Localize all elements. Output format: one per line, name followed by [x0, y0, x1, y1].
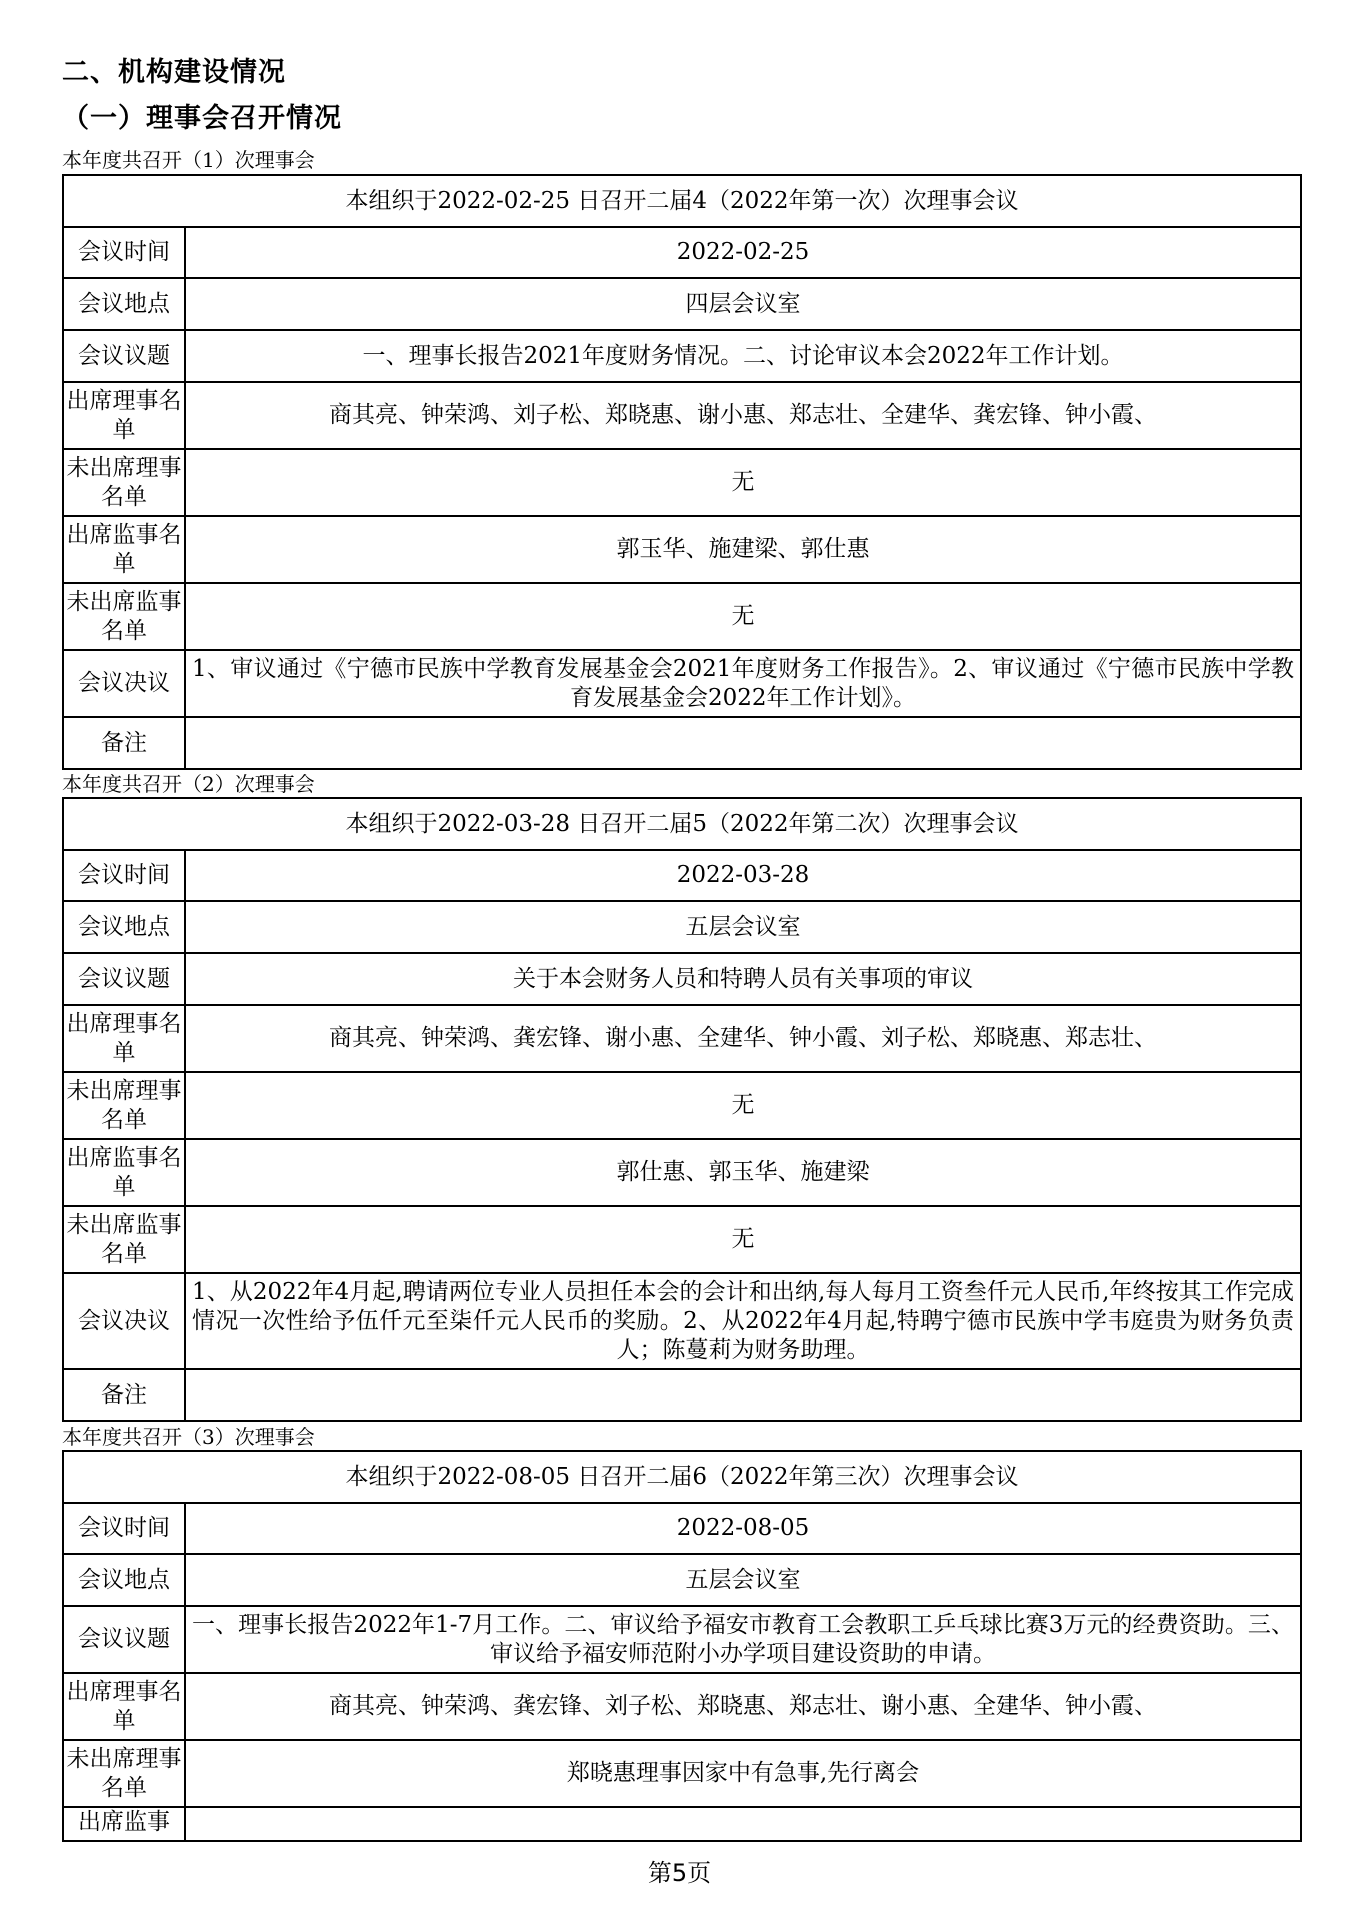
meeting-time: 2022-08-05 [185, 1503, 1301, 1554]
section-heading: 二、机构建设情况 [62, 57, 286, 88]
meeting-2-table [62, 797, 1302, 1422]
label-time: 会议时间 [63, 1503, 185, 1554]
label-remarks: 备注 [63, 717, 185, 769]
absent-directors: 郑晓惠理事因家中有急事,先行离会 [185, 1740, 1301, 1807]
label-resolution: 会议决议 [63, 650, 185, 717]
label-absent-directors: 未出席理事名单 [63, 1740, 185, 1807]
absent-directors: 无 [185, 449, 1301, 516]
meeting-topic: 一、理事长报告2022年1-7月工作。二、审议给予福安市教育工会教职工乒乓球比赛3万元的经费资助。三、审议给予福安师范附小办学项目建设资助的申请。 [185, 1606, 1301, 1673]
label-place: 会议地点 [63, 1554, 185, 1606]
label-absent-directors: 未出席理事名单 [63, 1072, 185, 1139]
label-absent-supervisors: 未出席监事名单 [63, 1206, 185, 1273]
present-supervisors: 郭玉华、施建梁、郭仕惠 [185, 516, 1301, 583]
label-topic: 会议议题 [63, 953, 185, 1005]
meeting-remarks [185, 717, 1301, 769]
present-directors: 商其亮、钟荣鸿、龚宏锋、谢小惠、全建华、钟小霞、刘子松、郑晓惠、郑志壮、 [185, 1005, 1301, 1072]
label-place: 会议地点 [63, 278, 185, 330]
meeting-title: 本组织于2022-03-28 日召开二届5（2022年第二次）次理事会议 [63, 798, 1301, 850]
label-present-supervisors: 出席监事名单 [63, 516, 185, 583]
label-time: 会议时间 [63, 227, 185, 278]
label-remarks: 备注 [63, 1369, 185, 1421]
meeting-topic: 关于本会财务人员和特聘人员有关事项的审议 [185, 953, 1301, 1005]
label-absent-directors: 未出席理事名单 [63, 449, 185, 516]
meeting-title: 本组织于2022-02-25 日召开二届4（2022年第一次）次理事会议 [63, 175, 1301, 227]
present-supervisors [185, 1807, 1301, 1841]
label-resolution: 会议决议 [63, 1273, 185, 1369]
absent-supervisors: 无 [185, 1206, 1301, 1273]
label-topic: 会议议题 [63, 1606, 185, 1673]
meeting-time: 2022-03-28 [185, 850, 1301, 901]
label-present-directors: 出席理事名单 [63, 1673, 185, 1740]
label-time: 会议时间 [63, 850, 185, 901]
absent-directors: 无 [185, 1072, 1301, 1139]
meeting-resolution: 1、审议通过《宁德市民族中学教育发展基金会2021年度财务工作报告》。2、审议通过《宁德市民族中学教育发展基金会2022年工作计划》。 [185, 650, 1301, 717]
label-present-directors: 出席理事名单 [63, 1005, 185, 1072]
label-present-supervisors: 出席监事名单 [63, 1139, 185, 1206]
absent-supervisors: 无 [185, 583, 1301, 650]
label-present-directors: 出席理事名单 [63, 382, 185, 449]
meeting-time: 2022-02-25 [185, 227, 1301, 278]
page-number: 第5页 [647, 1859, 712, 1887]
meeting-topic: 一、理事长报告2021年度财务情况。二、讨论审议本会2022年工作计划。 [185, 330, 1301, 382]
meeting-resolution: 1、从2022年4月起,聘请两位专业人员担任本会的会计和出纳,每人每月工资叁仟元人民币,年终按其工作完成情况一次性给予伍仟元至柒仟元人民币的奖励。2、从2022年4月起,特聘宁德市民族中学韦庭贵为财务负责人；陈蔓莉为财务助理。 [185, 1273, 1301, 1369]
meeting-1-caption: 本年度共召开（1）次理事会 [62, 148, 315, 172]
meeting-place: 五层会议室 [185, 1554, 1301, 1606]
present-directors: 商其亮、钟荣鸿、刘子松、郑晓惠、谢小惠、郑志壮、全建华、龚宏锋、钟小霞、 [185, 382, 1301, 449]
label-present-supervisors-partial: 出席监事 [63, 1807, 185, 1841]
meeting-3-table [62, 1450, 1302, 1842]
subsection-heading: （一）理事会召开情况 [62, 103, 342, 134]
meeting-place: 五层会议室 [185, 901, 1301, 953]
meeting-1-table [62, 174, 1302, 770]
present-directors: 商其亮、钟荣鸿、龚宏锋、刘子松、郑晓惠、郑志壮、谢小惠、全建华、钟小霞、 [185, 1673, 1301, 1740]
present-supervisors: 郭仕惠、郭玉华、施建梁 [185, 1139, 1301, 1206]
meeting-place: 四层会议室 [185, 278, 1301, 330]
label-absent-supervisors: 未出席监事名单 [63, 583, 185, 650]
meeting-2-caption: 本年度共召开（2）次理事会 [62, 772, 315, 796]
meeting-3-caption: 本年度共召开（3）次理事会 [62, 1425, 315, 1449]
label-topic: 会议议题 [63, 330, 185, 382]
label-place: 会议地点 [63, 901, 185, 953]
meeting-title: 本组织于2022-08-05 日召开二届6（2022年第三次）次理事会议 [63, 1451, 1301, 1503]
meeting-remarks [185, 1369, 1301, 1421]
